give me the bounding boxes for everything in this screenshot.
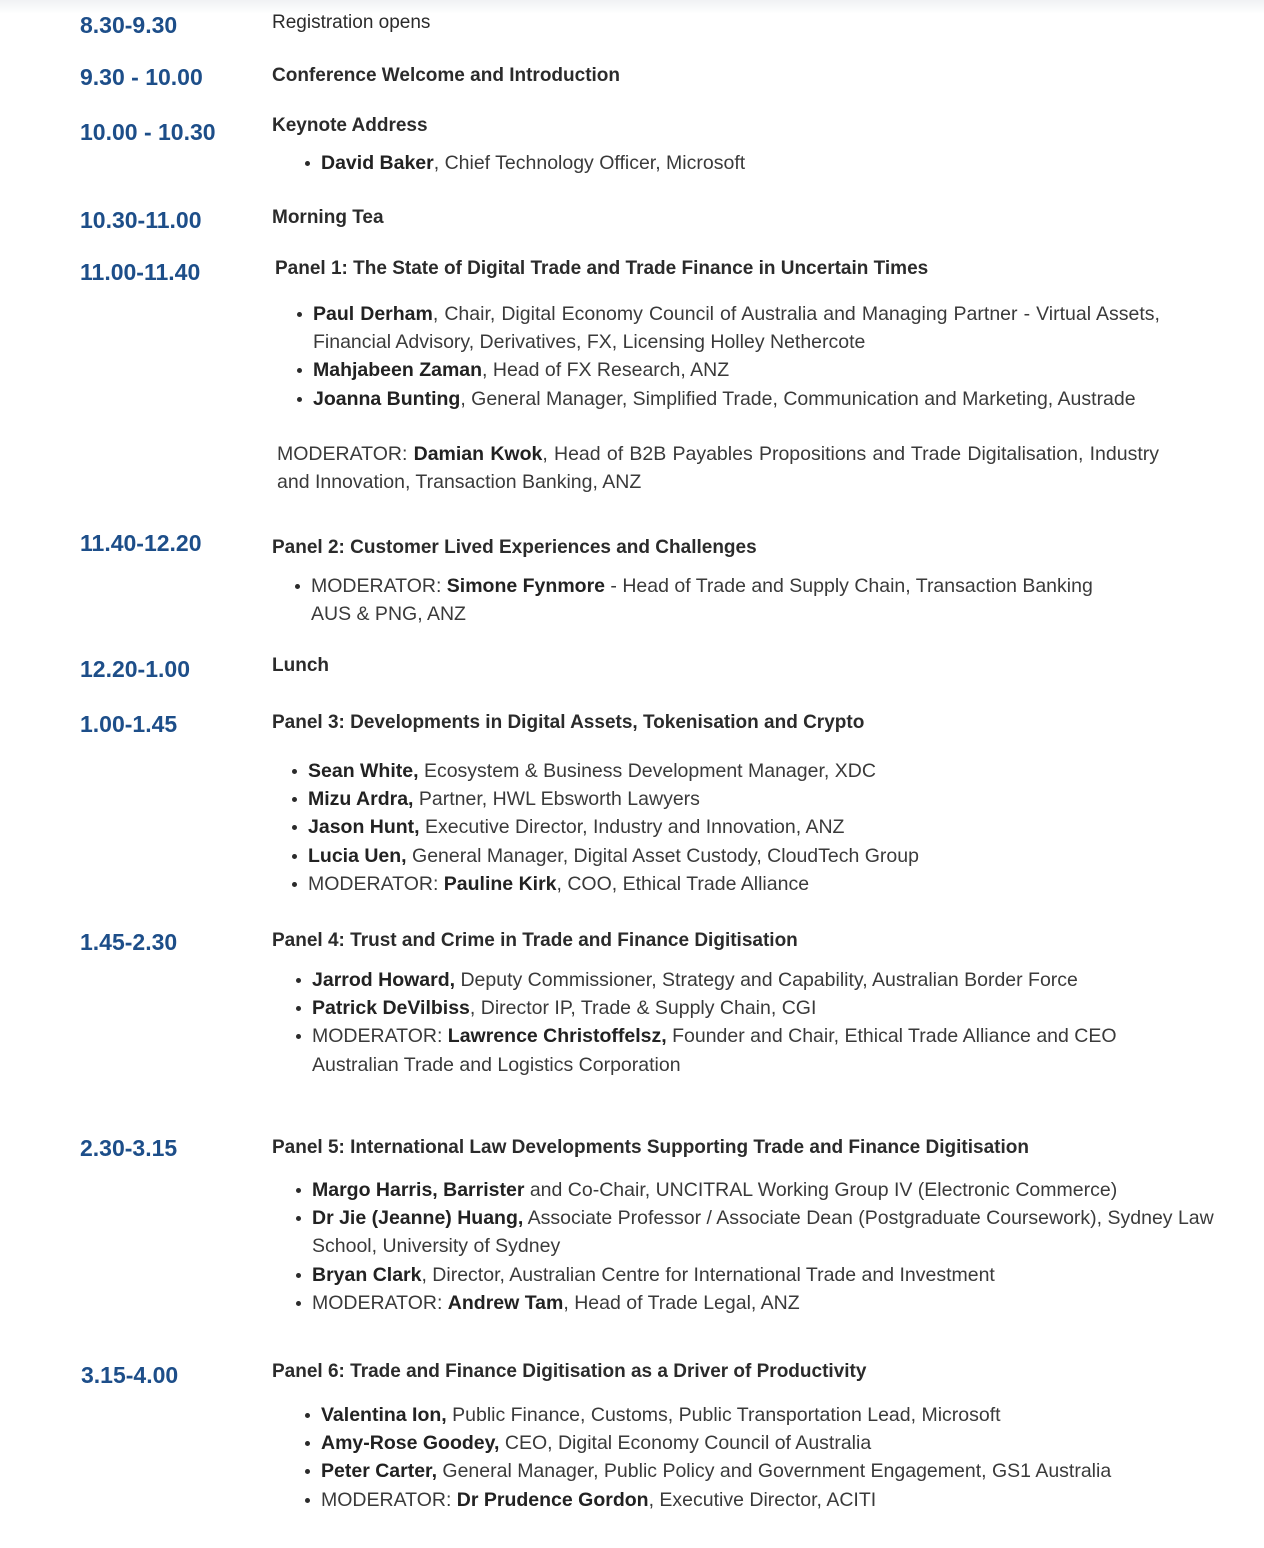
speaker-role: and Co-Chair, UNCITRAL Working Group IV (Electronic Commerce) (524, 1179, 1118, 1201)
speaker-role: , Director, Australian Centre for International Trade and Investment (421, 1263, 995, 1286)
speaker-item (293, 966, 1145, 994)
speaker-role: , Chief Technology Officer, Microsoft (433, 152, 746, 174)
speaker-name: Mizu Ardra, (308, 788, 414, 811)
session-time: 3.15-4.00 (81, 1362, 179, 1388)
speaker-item (293, 994, 1145, 1022)
session-title: Morning Tea (272, 207, 384, 228)
moderator-prefix: MODERATOR: (312, 1291, 448, 1314)
speaker-item (289, 757, 1189, 785)
moderator-line (277, 440, 1159, 496)
speaker-item (293, 1289, 1233, 1317)
speaker-name: Margo Harris, Barrister (312, 1179, 525, 1201)
speaker-item (302, 1429, 1162, 1457)
speaker-role: Deputy Commissioner, Strategy and Capability, Australian Border Force (455, 969, 1078, 991)
session-title: Registration opens (272, 12, 431, 33)
session-title: Conference Welcome and Introduction (272, 65, 621, 86)
speaker-item (293, 1261, 1233, 1289)
speaker-item (293, 1204, 1233, 1260)
session-title: Keynote Address (272, 115, 428, 136)
speaker-role: , Director IP, Trade & Supply Chain, CGI (469, 997, 817, 1020)
speaker-role: Public Finance, Customs, Public Transportation Lead, Microsoft (446, 1404, 1001, 1426)
speaker-role: General Manager, Public Policy and Government Engagement, GS1 Australia (436, 1460, 1112, 1483)
speaker-list (294, 300, 1160, 413)
speaker-item (289, 785, 1189, 813)
session-time: 1.00-1.45 (80, 711, 178, 737)
speaker-role: CEO, Digital Economy Council of Australia (499, 1432, 872, 1455)
speaker-item (294, 356, 1160, 384)
session-title: Panel 3: Developments in Digital Assets, Tokenisation and Crypto (272, 712, 865, 733)
speaker-name: Paul Derham (313, 303, 433, 325)
speaker-role: , Head of FX Research, ANZ (482, 359, 730, 382)
speaker-name: Dr Prudence Gordon (456, 1488, 649, 1511)
session-time: 9.30 - 10.00 (80, 64, 203, 90)
moderator-prefix: MODERATOR: (277, 443, 414, 465)
speaker-name: Peter Carter, (321, 1460, 437, 1483)
session-title: Panel 6: Trade and Finance Digitisation as a Driver of Productivity (272, 1361, 867, 1382)
session-time: 10.00 - 10.30 (80, 119, 216, 145)
session-time: 12.20-1.00 (80, 656, 190, 682)
speaker-role: Founder and Chair, Ethical Trade Alliance and CEO Australian Trade and Logistics Corporation (312, 1025, 1117, 1076)
speaker-role: , Executive Director, ACITI (648, 1488, 877, 1511)
speaker-role: Ecosystem & Business Development Manager, XDC (418, 760, 876, 782)
speaker-role: General Manager, Digital Asset Custody, CloudTech Group (406, 844, 919, 867)
top-shadow (0, 0, 1264, 14)
speaker-name: Jason Hunt, (308, 816, 420, 839)
speaker-role: , Head of Trade Legal, ANZ (563, 1291, 800, 1314)
speaker-list (302, 149, 1202, 177)
speaker-item (294, 385, 1160, 413)
speaker-name: Jarrod Howard, (312, 969, 456, 991)
speaker-name: Simone Fynmore (446, 575, 605, 597)
speaker-name: Valentina Ion, (321, 1404, 447, 1426)
speaker-name: Sean White, (308, 760, 419, 782)
speaker-item (289, 870, 1189, 898)
moderator-prefix: MODERATOR: (312, 1025, 448, 1048)
speaker-item (289, 813, 1189, 841)
moderator-name: Damian Kwok (413, 443, 543, 465)
speaker-role: , COO, Ethical Trade Alliance (556, 872, 810, 895)
session-title: Panel 4: Trust and Crime in Trade and Finance Digitisation (272, 930, 798, 951)
speaker-item (294, 300, 1160, 356)
speaker-list (292, 572, 1132, 628)
speaker-name: Dr Jie (Jeanne) Huang, (312, 1207, 524, 1230)
speaker-item (293, 1022, 1145, 1078)
speaker-name: Joanna Bunting (313, 387, 461, 410)
speaker-role: Associate Professor / Associate Dean (Postgraduate Coursework), Sydney Law School, University of Sydney (312, 1207, 1214, 1258)
moderator-prefix: MODERATOR: (308, 872, 444, 895)
speaker-name: Mahjabeen Zaman (313, 359, 483, 382)
speaker-role: - Head of Trade and Supply Chain, Transaction Banking AUS & PNG, ANZ (311, 575, 1093, 626)
speaker-list (293, 1176, 1233, 1317)
speaker-list (293, 966, 1145, 1079)
session-title: Panel 1: The State of Digital Trade and Trade Finance in Uncertain Times (275, 258, 929, 279)
speaker-item (302, 1457, 1162, 1485)
speaker-item (302, 149, 1202, 177)
speaker-role: , General Manager, Simplified Trade, Communication and Marketing, Austrade (460, 387, 1136, 410)
speaker-name: Lucia Uen, (308, 844, 407, 867)
speaker-name: David Baker (321, 152, 434, 174)
session-title: Panel 5: International Law Developments Supporting Trade and Finance Digitisation (272, 1137, 1029, 1158)
session-time: 11.40-12.20 (80, 530, 202, 556)
moderator-role: , Head of B2B Payables Propositions and Trade Digitalisation, Industry and Innovation, Transaction Banking, ANZ (277, 443, 1159, 494)
speaker-item (293, 1176, 1122, 1204)
moderator-prefix: MODERATOR: (311, 575, 447, 597)
speaker-item (302, 1486, 1162, 1514)
session-title: Panel 2: Customer Lived Experiences and Challenges (272, 537, 757, 558)
speaker-name: Patrick DeVilbiss (312, 997, 470, 1020)
speaker-name: Pauline Kirk (443, 872, 557, 895)
session-time: 11.00-11.40 (80, 259, 201, 285)
speaker-item (302, 1401, 1162, 1429)
speaker-role: Partner, HWL Ebsworth Lawyers (413, 788, 700, 811)
session-time: 8.30-9.30 (80, 12, 178, 38)
speaker-list (289, 757, 1189, 898)
session-time: 2.30-3.15 (80, 1135, 178, 1161)
speaker-name: Bryan Clark (312, 1263, 422, 1286)
session-time: 1.45-2.30 (80, 929, 178, 955)
session-time: 10.30-11.00 (80, 207, 202, 233)
moderator-prefix: MODERATOR: (321, 1488, 457, 1511)
speaker-item (289, 842, 1189, 870)
speaker-name: Amy-Rose Goodey, (321, 1432, 500, 1455)
session-title: Lunch (272, 655, 329, 676)
speaker-role: , Chair, Digital Economy Council of Australia and Managing Partner - Virtual Assets, Financial Advisory, Derivatives, FX, Licensing Holley Nethercote (313, 303, 1160, 354)
speaker-item (292, 572, 1132, 628)
speaker-role: Executive Director, Industry and Innovation, ANZ (419, 816, 845, 839)
speaker-name: Andrew Tam (447, 1291, 564, 1314)
speaker-list (302, 1401, 1162, 1514)
speaker-name: Lawrence Christoffelsz, (447, 1025, 667, 1048)
